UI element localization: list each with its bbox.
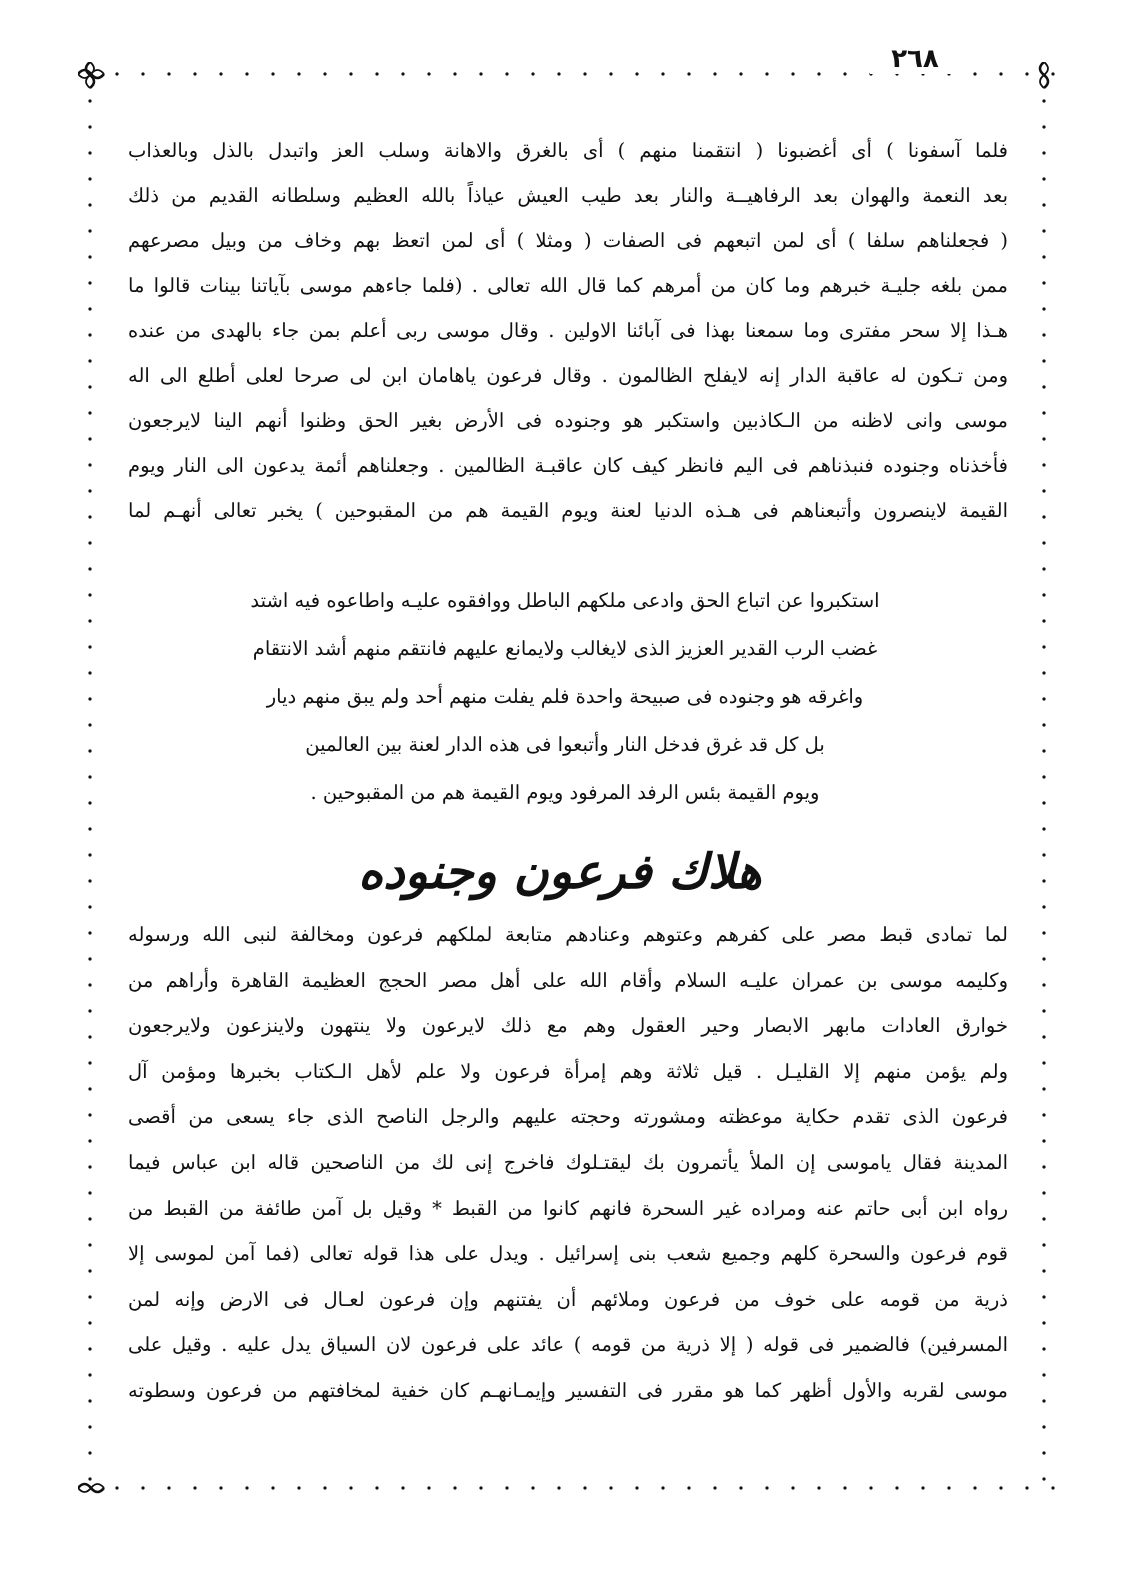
border-knot — [635, 1486, 638, 1489]
border-knot — [791, 72, 794, 75]
border-knot — [1042, 619, 1045, 622]
border-knot — [609, 1486, 612, 1489]
border-knot — [88, 99, 91, 102]
border-knot — [141, 72, 144, 75]
border-knot — [88, 1009, 91, 1012]
border-knot — [843, 72, 846, 75]
border-knot — [88, 1321, 91, 1324]
paragraph-2 — [128, 912, 1008, 1414]
border-knot — [88, 437, 91, 440]
border-knot — [1042, 723, 1045, 726]
text-line: موسى وانى لاظنه من الـكاذبين واستكبر هو وجنوده فى الأرض بغير الحق وظنوا أنهم الينا لايرجعون — [128, 409, 1008, 432]
text-line: موسى لقربه والأول أظهر كما هو مقرر فى التفسير وإيمـانهـم كان خفية لمخافتهم من فرعون وسطوته — [128, 1378, 1008, 1402]
border-knot — [1042, 827, 1045, 830]
border-knot — [1042, 671, 1045, 674]
border-knot — [88, 1399, 91, 1402]
text-line: ( فجعلناهم سلفا ) أى لمن اتبعهم فى الصفات ( ومثلا ) أى لمن اتعظ بهم وخاف من وبيل مصرعهم — [128, 229, 1008, 252]
border-knot — [88, 255, 91, 258]
text-line: واغرقه هو وجنوده فى صبيحة واحدة فلم يفلت منهم أحد ولم يبق منهم ديار — [266, 685, 864, 708]
border-knot — [1042, 1425, 1045, 1428]
border-knot — [88, 1243, 91, 1246]
border-knot — [375, 72, 378, 75]
border-knot — [1042, 957, 1045, 960]
border-knot — [401, 72, 404, 75]
border-knot — [375, 1486, 378, 1489]
border-knot — [1042, 333, 1045, 336]
border-knot — [739, 1486, 742, 1489]
border-knot — [88, 73, 91, 76]
border-knot — [88, 1165, 91, 1168]
border-knot — [1042, 749, 1045, 752]
border-knot — [661, 1486, 664, 1489]
border-knot — [1042, 1347, 1045, 1350]
border-knot — [401, 1486, 404, 1489]
border-knot — [1042, 1035, 1045, 1038]
border-knot — [1042, 801, 1045, 804]
border-knot — [323, 72, 326, 75]
border-knot — [88, 281, 91, 284]
border-knot — [349, 72, 352, 75]
border-knot — [1042, 411, 1045, 414]
text-line: ومن تـكون له عاقبة الدار إنه لايفلح الظالمون . وقال فرعون ياهامان ابن لى صرحا لعلى أطلع الى اله — [128, 364, 1008, 387]
border-knot — [88, 1477, 91, 1480]
border-knot — [271, 72, 274, 75]
border-knot — [88, 1087, 91, 1090]
text-line: وكليمه موسى بن عمران عليـه السلام وأقام الله على أهل مصر الحجج العظيمة القاهرة وأراهم من — [128, 968, 1008, 992]
border-knot — [1042, 853, 1045, 856]
border-knot — [88, 411, 91, 414]
border-knot — [765, 1486, 768, 1489]
border-knot — [88, 1425, 91, 1428]
border-knot — [88, 853, 91, 856]
text-line: ذرية من قومه على خوف من فرعون وملائهم أن يفتنهم وإن فرعون لعـال فى الارض وإنه لمن — [128, 1287, 1008, 1311]
border-knot — [973, 72, 976, 75]
border-knot — [88, 125, 91, 128]
text-line: ويوم القيمة بئس الرفد المرفود ويوم القيمة هم من المقبوحين . — [310, 781, 820, 804]
border-knot — [1042, 697, 1045, 700]
text-line: المدينة فقال ياموسى إن الملأ يأتمرون بك ليقتـلوك فاخرج إنى لك من الناصحين قاله ابن عباس فيما — [128, 1150, 1008, 1174]
border-knot — [1042, 1321, 1045, 1324]
border-knot — [1042, 307, 1045, 310]
border-knot — [1042, 385, 1045, 388]
braided-chain-border-icon — [78, 1476, 1056, 1500]
border-knot — [427, 72, 430, 75]
border-knot — [88, 1217, 91, 1220]
border-knot — [687, 1486, 690, 1489]
border-knot — [349, 1486, 352, 1489]
border-knot — [88, 1113, 91, 1116]
braided-chain-border-icon — [1032, 62, 1056, 1500]
border-knot — [739, 72, 742, 75]
text-line: القيمة لاينصرون وأتبعناهم فى هـذه الدنيا لعنة ويوم القيمة هم من المقبوحين ) يخبر تعالى أنهـم لما — [128, 499, 1008, 522]
border-knot — [1042, 1087, 1045, 1090]
border-knot — [245, 1486, 248, 1489]
border-knot — [1042, 463, 1045, 466]
border-knot — [167, 1486, 170, 1489]
border-knot — [88, 931, 91, 934]
border-knot — [88, 229, 91, 232]
border-knot — [88, 385, 91, 388]
border-knot — [479, 1486, 482, 1489]
border-knot — [88, 1191, 91, 1194]
border-knot — [88, 827, 91, 830]
border-knot — [505, 1486, 508, 1489]
text-line: فرعون الذى تقدم حكاية موعظته ومشورته وحجته عليهم والرجل الناصح الذى جاء يسعى من أقصى — [128, 1105, 1008, 1129]
border-knot — [1042, 1373, 1045, 1376]
border-knot — [88, 333, 91, 336]
border-knot — [687, 72, 690, 75]
text-line: فلما آسفونا ) أى أغضبونا ( انتقمنا منهم ) أى بالغرق والاهانة وسلب العز واتبدل بالذل وبالعذاب — [128, 139, 1008, 162]
border-knot — [453, 72, 456, 75]
border-knot — [1042, 99, 1045, 102]
border-knot — [557, 1486, 560, 1489]
border-knot — [1042, 489, 1045, 492]
border-knot — [88, 905, 91, 908]
border-knot — [531, 72, 534, 75]
text-line: هـذا إلا سحر مفترى وما سمعنا بهذا فى آبائنا الاولين . وقال موسى ربى أعلم بمن جاء بالهدى من عنده — [128, 319, 1008, 342]
border-knot — [973, 1486, 976, 1489]
border-knot — [1042, 645, 1045, 648]
border-knot — [271, 1486, 274, 1489]
border-knot — [88, 1451, 91, 1454]
border-knot — [88, 1269, 91, 1272]
border-knot — [921, 1486, 924, 1489]
text-line: استكبروا عن اتباع الحق وادعى ملكهم الباطل ووافقوه عليـه واطاعوه فيه اشتد — [250, 589, 880, 612]
border-knot — [193, 72, 196, 75]
border-bottom — [78, 1476, 1056, 1500]
border-knot — [1042, 255, 1045, 258]
section-heading: هلاك فرعون وجنوده — [358, 844, 762, 900]
text-line: رواه ابن أبى حاتم عنه ومراده غير السحرة فانهم كانوا من القبط * وقيل بل آمن طائفة من القبط من — [128, 1196, 1008, 1220]
border-knot — [88, 541, 91, 544]
border-knot — [88, 801, 91, 804]
border-knot — [1042, 541, 1045, 544]
text-line: بعد النعمة والهوان بعد الرفاهيــة والنار بعد طيب العيش عياذاً بالله العظيم وسلطانه القديم من ذلك — [128, 184, 1008, 207]
border-knot — [609, 72, 612, 75]
text-line: بل كل قد غرق فدخل النار وأتبعوا فى هذه الدار لعنة بين العالمين — [305, 733, 825, 756]
border-knot — [245, 72, 248, 75]
border-knot — [1042, 281, 1045, 284]
braided-chain-border-icon — [78, 62, 102, 1500]
border-knot — [947, 1486, 950, 1489]
border-knot — [635, 72, 638, 75]
border-knot — [1042, 593, 1045, 596]
border-knot — [817, 72, 820, 75]
border-knot — [843, 1486, 846, 1489]
border-knot — [297, 72, 300, 75]
border-knot — [1042, 73, 1045, 76]
border-knot — [557, 72, 560, 75]
border-knot — [88, 749, 91, 752]
border-knot — [1042, 203, 1045, 206]
border-knot — [88, 645, 91, 648]
border-knot — [531, 1486, 534, 1489]
border-knot — [88, 1061, 91, 1064]
text-line: قوم فرعون والسحرة كلهم وجميع شعب بنى إسرائيل . ويدل على هذا قوله تعالى (فما آمن لموسى إلا — [128, 1242, 1008, 1266]
border-knot — [999, 72, 1002, 75]
border-knot — [88, 1295, 91, 1298]
border-knot — [999, 1486, 1002, 1489]
page-number: ٢٦٨ — [870, 44, 960, 74]
border-knot — [323, 1486, 326, 1489]
border-knot — [1042, 1009, 1045, 1012]
border-knot — [765, 72, 768, 75]
border-knot — [88, 1139, 91, 1142]
border-knot — [661, 72, 664, 75]
border-knot — [297, 1486, 300, 1489]
border-knot — [1042, 125, 1045, 128]
border-knot — [1042, 1477, 1045, 1480]
border-knot — [1042, 879, 1045, 882]
border-knot — [791, 1486, 794, 1489]
border-knot — [88, 1347, 91, 1350]
border-knot — [219, 72, 222, 75]
border-knot — [1042, 437, 1045, 440]
text-line: غضب الرب القدير العزيز الذى لايغالب ولايمانع عليهم فانتقم منهم أشد الانتقام — [252, 637, 878, 660]
border-knot — [88, 1373, 91, 1376]
border-knot — [88, 879, 91, 882]
border-knot — [583, 1486, 586, 1489]
border-knot — [427, 1486, 430, 1489]
border-knot — [583, 72, 586, 75]
border-knot — [1042, 983, 1045, 986]
border-knot — [1042, 1113, 1045, 1116]
border-knot — [1042, 177, 1045, 180]
border-knot — [193, 1486, 196, 1489]
border-knot — [505, 72, 508, 75]
border-knot — [1042, 1061, 1045, 1064]
border-knot — [88, 593, 91, 596]
text-line: ممن بلغه جليـة خبرهم وما كان من أمرهم كما قال الله تعالى . (فلما جاءهم موسى بآياتنا بينات قالوا ما — [128, 274, 1008, 297]
border-knot — [88, 723, 91, 726]
text-line: خوارق العادات مابهر الابصار وحير العقول وهم مع ذلك لايرعون ولا ينتهون ولاينزعون ولايرجعون — [128, 1014, 1008, 1038]
text-line: فأخذناه وجنوده فنبذناهم فى اليم فانظر كيف كان عاقبـة الظالمين . وجعلناهم أئمة يدعون الى النار ويوم — [128, 454, 1008, 477]
border-knot — [453, 1486, 456, 1489]
border-knot — [713, 72, 716, 75]
border-knot — [88, 957, 91, 960]
border-knot — [88, 177, 91, 180]
text-line: المسرفين) فالضمير فى قوله ( إلا ذرية من قومه ) عائد على فرعون لان السياق يدل عليه . وقيل على — [128, 1333, 1008, 1357]
border-knot — [88, 489, 91, 492]
border-knot — [141, 1486, 144, 1489]
border-knot — [869, 1486, 872, 1489]
border-knot — [88, 775, 91, 778]
border-knot — [219, 1486, 222, 1489]
border-knot — [713, 1486, 716, 1489]
border-knot — [88, 697, 91, 700]
centered-passage — [190, 577, 940, 817]
border-knot — [88, 1035, 91, 1038]
border-knot — [115, 1486, 118, 1489]
border-knot — [1042, 1139, 1045, 1142]
border-knot — [1025, 72, 1028, 75]
border-knot — [88, 307, 91, 310]
border-knot — [1042, 1399, 1045, 1402]
border-knot — [1042, 567, 1045, 570]
text-line: لما تمادى قبط مصر على كفرهم وعتوهم وعنادهم متابعة لملكهم فرعون ومخالفة لنبى الله ورسوله — [128, 923, 1008, 946]
border-knot — [1042, 229, 1045, 232]
border-knot — [1042, 1295, 1045, 1298]
border-knot — [1042, 151, 1045, 154]
border-knot — [1042, 1243, 1045, 1246]
border-knot — [1042, 359, 1045, 362]
border-knot — [88, 463, 91, 466]
border-knot — [88, 567, 91, 570]
border-knot — [88, 203, 91, 206]
border-knot — [88, 619, 91, 622]
border-knot — [1042, 515, 1045, 518]
border-knot — [895, 1486, 898, 1489]
border-knot — [1042, 1451, 1045, 1454]
border-knot — [88, 671, 91, 674]
text-line: ولم يؤمن منهم إلا القليـل . قيل ثلاثة وهم إمرأة فرعون ولا علم لأهل الـكتاب بخبرها ومؤمن آل — [128, 1059, 1008, 1083]
border-right — [1032, 62, 1056, 1500]
border-knot — [1042, 905, 1045, 908]
border-knot — [88, 983, 91, 986]
border-knot — [1042, 931, 1045, 934]
border-knot — [1042, 1217, 1045, 1220]
border-knot — [1042, 1165, 1045, 1168]
border-knot — [817, 1486, 820, 1489]
border-knot — [1025, 1486, 1028, 1489]
border-knot — [115, 72, 118, 75]
border-knot — [88, 151, 91, 154]
border-left — [78, 62, 102, 1500]
paragraph-1 — [128, 128, 1008, 533]
border-knot — [1042, 775, 1045, 778]
border-knot — [167, 72, 170, 75]
border-knot — [479, 72, 482, 75]
border-knot — [88, 359, 91, 362]
border-knot — [88, 515, 91, 518]
border-knot — [1042, 1191, 1045, 1194]
border-knot — [1042, 1269, 1045, 1272]
